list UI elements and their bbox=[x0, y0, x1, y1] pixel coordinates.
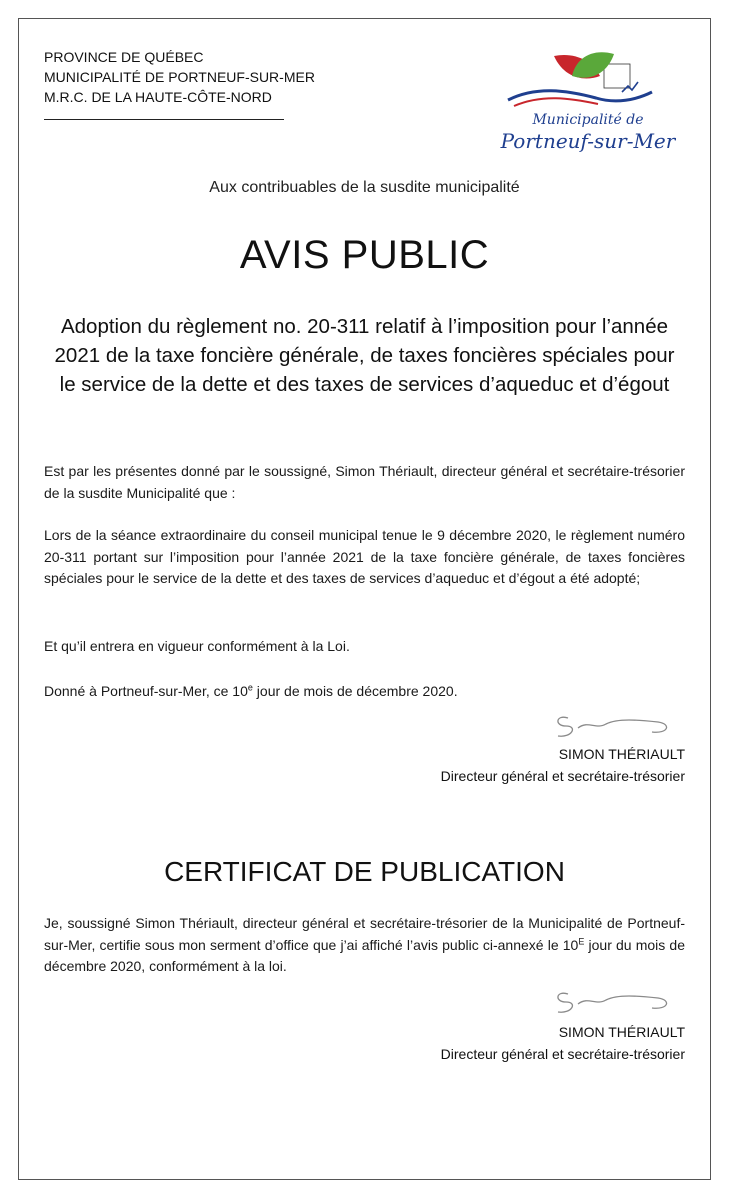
paragraph-4-text-end: jour de mois de décembre 2020. bbox=[252, 683, 458, 699]
header-mrc: M.R.C. DE LA HAUTE-CÔTE-NORD bbox=[44, 89, 272, 105]
paragraph-2: Lors de la séance extraordinaire du conseil municipal tenue le 9 décembre 2020, le règlement numéro 20-311 portant sur l’imposition pour l’année 2021 de la taxe foncière générale, de taxes foncières spéciales pour le service de la dette et des taxes de services d’aqueduc et d’égout a été adopté; bbox=[44, 527, 685, 586]
logo-icon bbox=[496, 42, 676, 162]
signature-title-1: Directeur général et secrétaire-trésorier bbox=[440, 768, 685, 784]
notice-title: AVIS PUBLIC bbox=[239, 233, 490, 277]
header-rule bbox=[44, 119, 284, 120]
certificate-title: CERTIFICAT DE PUBLICATION bbox=[164, 856, 565, 887]
certificate-text-end: jour du mois de décembre 2020, conformément à la loi. bbox=[44, 936, 686, 974]
certificate-text-start: Je, soussigné Simon Thériault, directeur général et secrétaire-trésorier de la Municipalité de Portneuf-sur-Mer, certifie sous mon serment d’office que j’ai affiché l’avis public ci-annexé le 10 bbox=[44, 915, 685, 953]
signature-title-2: Directeur général et secrétaire-trésorier bbox=[440, 1046, 685, 1062]
signature-image-2 bbox=[548, 982, 678, 1018]
signature-name-1: SIMON THÉRIAULT bbox=[558, 746, 685, 762]
header-municipality: MUNICIPALITÉ DE PORTNEUF-SUR-MER bbox=[44, 69, 315, 85]
paragraph-4 bbox=[44, 681, 685, 703]
logo-text-line1: Municipalité de bbox=[532, 112, 644, 128]
certificate-text bbox=[44, 913, 685, 978]
paragraph-3: Et qu’il entrera en vigueur conformément à la Loi. bbox=[44, 638, 350, 654]
signature-image-1 bbox=[548, 706, 678, 742]
logo-text-line2: Portneuf-sur-Mer bbox=[500, 129, 676, 153]
paragraph-4-sup: e bbox=[247, 682, 253, 693]
municipality-logo bbox=[496, 42, 676, 162]
header-block bbox=[44, 47, 315, 107]
paragraph-1: Est par les présentes donné par le soussigné, Simon Thériault, directeur général et secrétaire-trésorier de la susdite Municipalité que : bbox=[44, 463, 685, 501]
signature-name-2: SIMON THÉRIAULT bbox=[558, 1024, 685, 1040]
paragraph-4-text: Donné à Portneuf-sur-Mer, ce 10 bbox=[44, 683, 248, 699]
certificate-text-sup: E bbox=[578, 935, 585, 946]
intro-line: Aux contribuables de la susdite municipalité bbox=[209, 179, 520, 196]
notice-subject: Adoption du règlement no. 20-311 relatif à l’imposition pour l’année 2021 de la taxe foncière générale, de taxes foncières spéciales pour le service de la dette et des taxes de services d’aqueduc et d’égout bbox=[54, 315, 675, 396]
header-province: PROVINCE DE QUÉBEC bbox=[44, 49, 204, 65]
